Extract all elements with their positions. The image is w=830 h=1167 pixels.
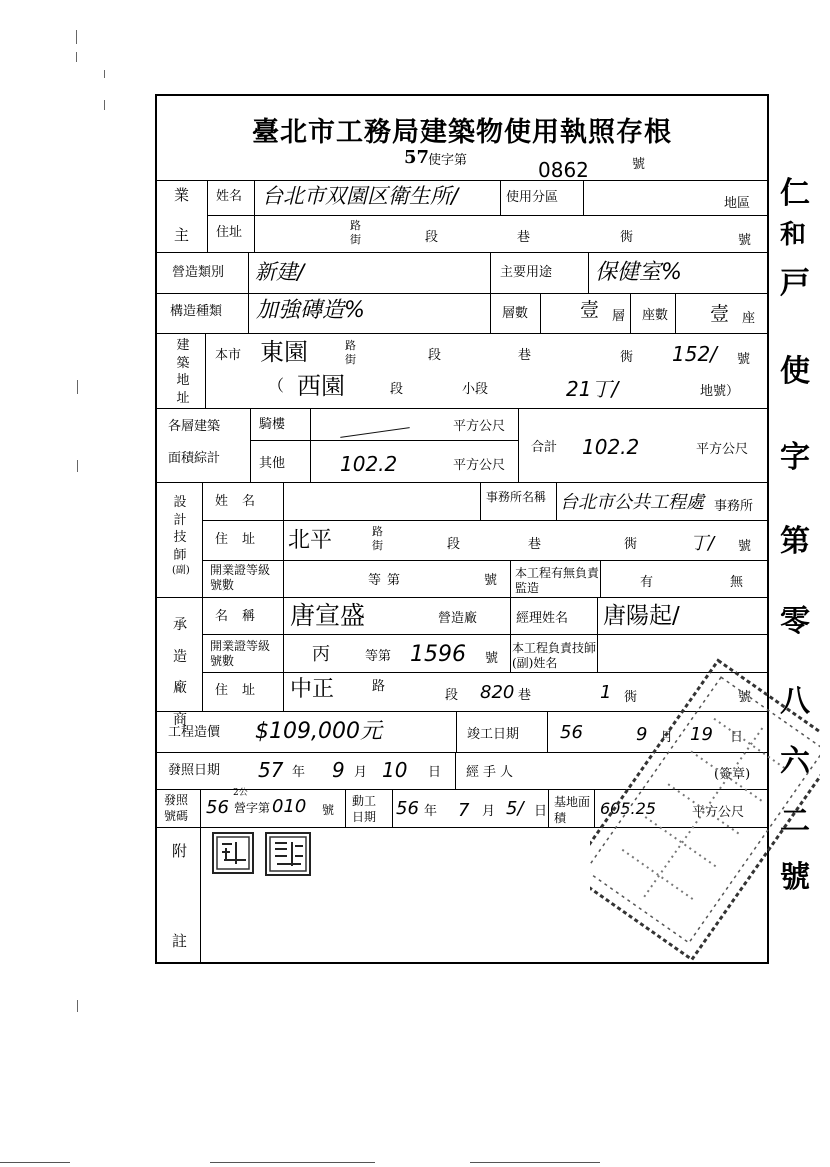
issue-month-unit: 月 — [354, 765, 368, 780]
contractor-addr-alley-value: 1 — [600, 682, 612, 703]
owner-label-2: 主 — [174, 226, 190, 244]
start-month-unit: 月 — [482, 804, 496, 819]
completion-month: 9 — [636, 724, 648, 745]
contractor-license-no-value: 1596 — [410, 642, 466, 667]
manager-value: 唐陽起/ — [603, 603, 680, 629]
cost-value: $109,000元 — [255, 719, 382, 744]
remarks-label-bottom: 註 — [172, 932, 188, 950]
site-street-label: 街 — [345, 353, 356, 366]
total-label: 合計 — [531, 440, 558, 455]
rule — [540, 293, 541, 333]
contractor-addr-number: 號 — [738, 690, 752, 705]
buildings-value: 壹 — [710, 303, 730, 325]
other-label: 其他 — [259, 456, 286, 471]
completion-day-unit: 日 — [730, 730, 744, 745]
rule — [202, 482, 203, 711]
rule — [675, 293, 676, 333]
structure-label: 構造種類 — [170, 304, 223, 319]
remarks-label-top: 附 — [172, 842, 188, 860]
zone-suffix: 地區 — [724, 196, 751, 211]
rule — [207, 215, 769, 216]
contractor-addr-road: 路 — [372, 679, 386, 694]
cost-label: 工程造價 — [168, 725, 221, 740]
rule — [202, 634, 769, 635]
rule — [583, 180, 584, 215]
floors-value: 壹 — [580, 299, 600, 321]
rule — [630, 293, 631, 333]
rule — [155, 482, 769, 483]
designer-addr-value: 北平 — [288, 528, 333, 553]
floor-area-label-2: 面積綜計 — [168, 451, 221, 466]
base-area-value: 605.25 — [600, 799, 656, 818]
rule — [200, 827, 201, 964]
rule — [500, 180, 501, 215]
contractor-addr-lane: 巷 — [518, 688, 532, 703]
rule — [155, 408, 769, 409]
site-number-value: 152/ — [672, 342, 717, 366]
owner-addr-number: 號 — [738, 233, 752, 248]
owner-addr-road: 路 — [350, 219, 361, 232]
rule — [155, 333, 769, 334]
total-unit: 平方公尺 — [696, 442, 749, 457]
scan-mark — [77, 460, 78, 472]
rule — [250, 408, 251, 482]
start-year-unit: 年 — [424, 804, 438, 819]
owner-addr-label: 住址 — [216, 225, 243, 240]
scan-mark — [76, 52, 77, 62]
issue-day-unit: 日 — [428, 765, 442, 780]
margin-note: 仁 和 戸 使 字 第 零 八 六 二 號 — [780, 176, 810, 895]
floor-area-label-1: 各層建築 — [168, 419, 221, 434]
site-label: 建 築 地 址 — [176, 338, 190, 406]
rule — [456, 711, 457, 752]
permit-number-superscript: 2公 — [233, 788, 248, 798]
designer-office-suffix: 事務所 — [714, 499, 754, 514]
rule — [547, 711, 548, 752]
supervise-yes: 有 — [640, 575, 654, 590]
rule — [392, 789, 393, 827]
construction-type-label: 營造類別 — [172, 265, 225, 280]
permit-number-mid: 營字第 — [234, 801, 271, 815]
designer-addr-number-value: 丁/ — [690, 533, 715, 554]
structure-value: 加強磚造% — [256, 298, 365, 323]
floors-label: 層數 — [502, 306, 529, 321]
site-road-value: 東園 — [260, 338, 308, 366]
scan-line — [0, 1162, 70, 1163]
completion-month-unit: 月 — [660, 730, 674, 745]
issue-label: 發照日期 — [168, 763, 221, 778]
rule — [200, 789, 201, 827]
start-day-unit: 日 — [534, 804, 548, 819]
issue-year: 57 — [258, 758, 284, 782]
site-road-label: 路 — [345, 339, 356, 352]
start-month: 7 — [458, 800, 470, 821]
construction-type-value: 新建/ — [255, 260, 305, 284]
contractor-license-no: 號 — [485, 651, 499, 666]
handler-label: 經手人 — [466, 765, 518, 780]
site-lot-value: 21丁/ — [566, 377, 619, 401]
owner-label-1: 業 — [174, 186, 190, 204]
arcade-label: 騎樓 — [259, 417, 286, 432]
permit-number-suffix: 號 — [322, 803, 335, 817]
issue-year-unit: 年 — [292, 765, 306, 780]
issue-month: 9 — [332, 758, 345, 782]
designer-addr-number: 號 — [738, 539, 752, 554]
designer-addr-alley: 衖 — [624, 537, 638, 552]
start-date-label: 動工日期 — [352, 794, 377, 824]
main-use-label: 主要用途 — [500, 265, 553, 280]
completion-day: 19 — [690, 724, 713, 745]
owner-addr-alley: 衖 — [620, 230, 634, 245]
base-area-unit: 平方公尺 — [692, 805, 745, 820]
other-value: 102.2 — [340, 452, 398, 476]
site-alley-label: 衖 — [620, 350, 634, 365]
rule — [254, 180, 255, 252]
designer-office-label: 事務所名稱 — [486, 490, 547, 504]
permit-number: 0862 — [538, 158, 589, 182]
rule — [556, 482, 557, 520]
zone-label: 使用分區 — [506, 190, 559, 205]
permit-prefix: 使字第 — [428, 153, 468, 168]
permit-year: 57 — [404, 147, 430, 168]
contractor-addr-lane-value: 820 — [480, 682, 515, 703]
owner-addr-section: 段 — [425, 230, 439, 245]
contractor-tech-label: 本工程負責技師(副)姓名 — [512, 641, 597, 670]
manager-label: 經理姓名 — [516, 611, 569, 626]
contractor-addr-road-value: 中正 — [290, 677, 335, 702]
designer-office-value: 台北市公共工程處 — [560, 492, 704, 513]
completion-year: 56 — [560, 722, 583, 743]
permit-number-value: 010 — [272, 796, 307, 817]
contractor-name-value: 唐宣盛 — [290, 601, 366, 630]
rule — [490, 252, 491, 333]
designer-license-grade: 等第 — [368, 573, 407, 588]
issue-day: 10 — [382, 758, 408, 782]
rule — [205, 333, 206, 408]
seal-stamp — [212, 832, 254, 874]
contractor-license-grade: 等第 — [365, 649, 392, 664]
designer-addr-label: 住址 — [215, 532, 270, 547]
designer-addr-section: 段 — [447, 537, 461, 552]
contractor-addr-label: 住址 — [215, 683, 270, 698]
site-lot-label: 地號） — [700, 384, 740, 399]
supervise-no: 無 — [730, 575, 744, 590]
buildings-label: 座數 — [642, 308, 669, 323]
permit-number-year: 56 — [206, 797, 229, 818]
site-number-label: 號 — [737, 352, 751, 367]
scan-mark — [104, 100, 105, 110]
site-district-value: 西園 — [297, 372, 345, 400]
designer-addr-street: 街 — [372, 539, 383, 552]
total-value: 102.2 — [582, 435, 640, 459]
designer-license-label: 開業證等級號數 — [210, 563, 271, 592]
scan-mark — [76, 30, 77, 44]
floors-unit: 層 — [612, 309, 626, 324]
rule — [588, 252, 589, 293]
site-district-label: 段 — [390, 382, 404, 397]
rule — [345, 789, 346, 827]
designer-section-label: 設 計 技 師 (副) — [172, 495, 190, 577]
rule — [510, 597, 511, 672]
document-title: 臺北市工務局建築物使用執照存根 — [252, 117, 672, 148]
designer-addr-lane: 巷 — [528, 537, 542, 552]
contractor-name-label: 名稱 — [215, 609, 270, 624]
rule — [455, 752, 456, 789]
contractor-license-label: 開業證等級號數 — [210, 639, 271, 668]
sign-label: (簽章) — [714, 767, 751, 782]
start-year: 56 — [396, 798, 419, 819]
owner-name-label: 姓名 — [216, 189, 243, 204]
contractor-section-label: 承 造 廠 商 — [173, 617, 187, 728]
arcade-unit: 平方公尺 — [453, 419, 506, 434]
buildings-unit: 座 — [742, 311, 756, 326]
rule — [480, 482, 481, 520]
site-subsection-label: 小段 — [462, 382, 489, 397]
contractor-name-suffix: 營造廠 — [438, 611, 478, 626]
rule — [202, 520, 769, 521]
rule — [283, 482, 284, 711]
completion-label: 竣工日期 — [467, 727, 520, 742]
contractor-addr-section: 段 — [445, 688, 459, 703]
rule — [510, 560, 511, 597]
scan-mark — [77, 1000, 78, 1012]
supervise-label: 本工程有無負責監造 — [515, 566, 600, 595]
rule — [248, 252, 249, 333]
rule — [207, 180, 208, 252]
start-day: 5/ — [506, 798, 524, 819]
rule — [202, 560, 769, 561]
site-open-paren: （ — [268, 376, 285, 395]
rule — [250, 440, 518, 441]
other-unit: 平方公尺 — [453, 458, 506, 473]
site-lane-label: 巷 — [518, 348, 532, 363]
rule — [310, 408, 311, 482]
scan-line — [470, 1162, 600, 1163]
rule — [548, 789, 549, 827]
owner-addr-street: 街 — [350, 233, 361, 246]
permit-number-label: 發照號碼 — [164, 793, 189, 823]
rule — [518, 408, 519, 482]
main-use-value: 保健室% — [595, 260, 682, 285]
contractor-addr-alley: 衖 — [624, 690, 638, 705]
site-city-label: 本市 — [215, 348, 242, 363]
designer-name-label: 姓名 — [215, 494, 270, 509]
contractor-license-grade-value: 丙 — [312, 644, 330, 665]
rule — [155, 180, 769, 181]
designer-addr-road: 路 — [372, 525, 383, 538]
owner-addr-lane: 巷 — [517, 230, 531, 245]
scan-mark — [104, 70, 105, 78]
base-area-label: 基地面積 — [554, 795, 591, 825]
permit-suffix: 號 — [632, 157, 646, 172]
site-section-label: 段 — [428, 348, 442, 363]
scan-line — [210, 1162, 375, 1163]
owner-name-value: 台北市双園区衛生所/ — [262, 184, 459, 208]
scan-mark — [77, 380, 78, 394]
designer-license-no: 號 — [484, 573, 498, 588]
seal-stamp — [265, 832, 311, 876]
rule — [155, 597, 769, 598]
